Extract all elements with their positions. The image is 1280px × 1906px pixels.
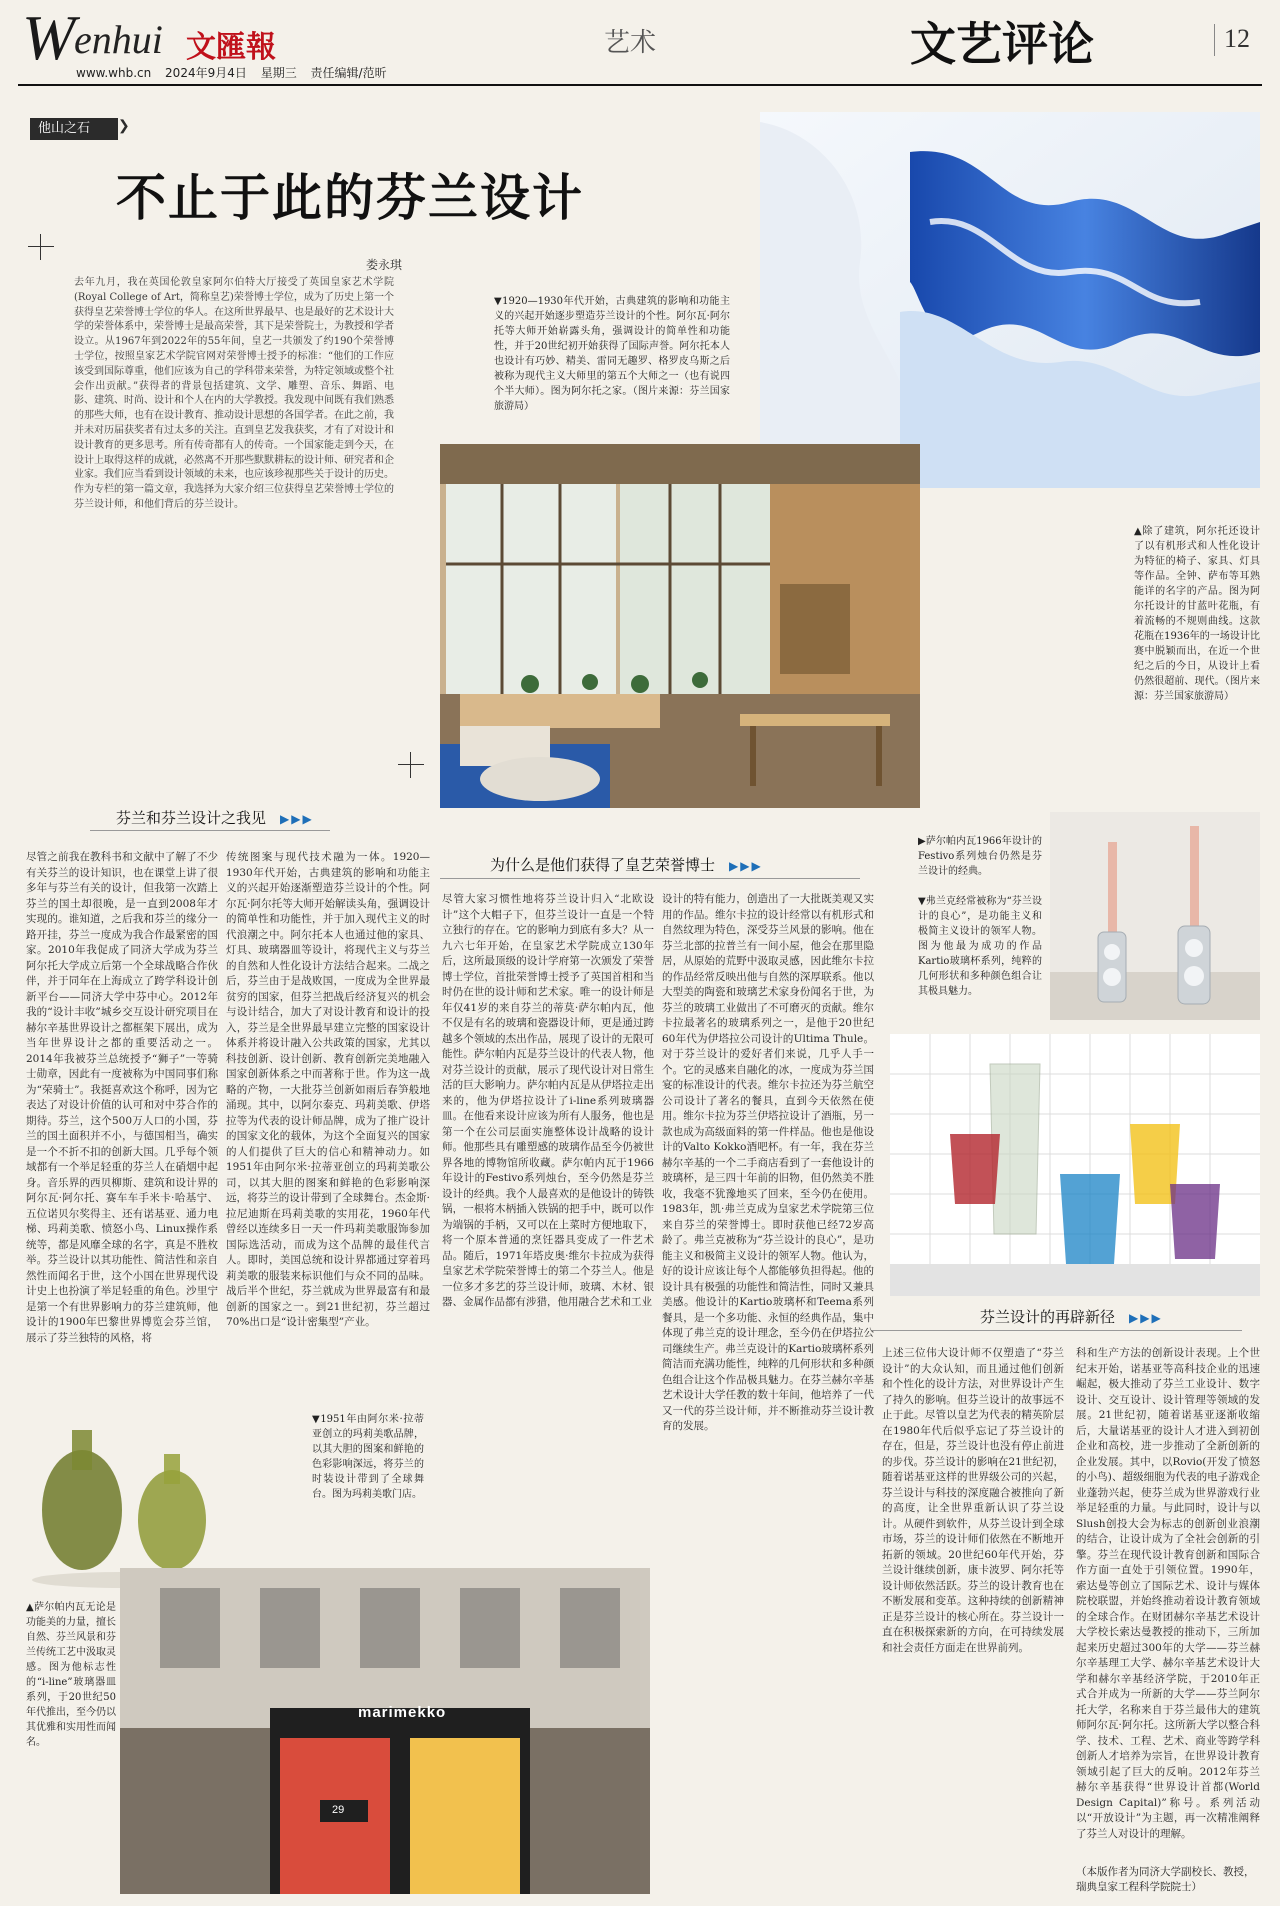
caption-marimekko: ▼1951年由阿尔米·拉蒂亚创立的玛莉美歌品牌，以其大胆的图案和鲜艳的色彩影响深远，将芬兰的时装设计带到了全球舞台。图为玛莉美歌门店。 (312, 1414, 424, 1500)
caption-kartio: ▼弗兰克经常被称为“芬兰设计的良心”，是功能主义和极简主义设计的领军人物。图为他最为成功的作品Kartio玻璃杯系列，纯粹的几何形状和多种颜色组合让其极具魅力。 (918, 896, 1042, 997)
caption-savoy-vase: ▲除了建筑，阿尔托还设计了以有机形式和人性化设计为特征的椅子、家具、灯具等作品。全钟、萨布等耳熟能详的名字的产品。图为阿尔托设计的甘蓝叶花瓶，有着流畅的不规则曲线。这款花瓶在1936年的一场设计比赛中脱颖而出，在近一个世纪之后的今日，从设计上看仍然很超前、现代。（图片来源：芬兰国家旅游局） (1134, 526, 1260, 702)
caption-i-line-vases: ▲萨尔帕内瓦无论是功能美的力量，擅长自然、芬兰风景和芬兰传统工艺中汲取灵感。图为他标志性的“i-line”玻璃器皿系列，于20世纪50年代推出，至今仍以其优雅和实用性而闻名。 (26, 1602, 116, 1748)
editor-credit: 责任编辑/范昕 (310, 66, 387, 80)
masthead (0, 0, 1280, 88)
crop-mark (28, 234, 54, 260)
page-divider (1214, 24, 1215, 56)
section-heading-1 (116, 807, 314, 828)
issue-weekday: 星期三 (260, 66, 297, 80)
i-line-vases-image (22, 1410, 232, 1588)
section-heading-1-text: 芬兰和芬兰设计之我见 (116, 809, 267, 827)
section-heading-2-text: 为什么是他们获得了皇艺荣誉博士 (490, 856, 716, 874)
triple-arrow-icon: ▶▶▶ (729, 859, 763, 873)
masthead-info (76, 64, 397, 81)
store-number: 29 (332, 1804, 345, 1816)
body-column-5: 上述三位伟大设计师不仅塑造了“芬兰设计”的大众认知，而且通过他们创新和个性化的设计方法，对世界设计产生了持久的影响。但芬兰设计的故事远不止于此。尽管以皇艺为代表的精英阶层在1980年代后似乎忘记了芬兰设计的存在，但是，芬兰设计也没有停止前进的步伐。芬兰设计的影响在21世纪初，随着诺基亚这样的世界级公司的兴起，芬兰设计与科技的深度融合被推向了新的高度，让全世界重新认识了芬兰设计。从硬件到软件，从芬兰设计到全球市场，芬兰的设计师们依然在不断地开拓新的领域。20世纪60年代开始，芬兰设计继续创新，康卡波罗、阿尔托等设计师依然活跃。芬兰的设计教育也在不断发展和变革。这种持续的创新精神正是芬兰设计的核心所在。芬兰设计一直在积极探索新的方向，在可持续发展和社会责任方面走在世界前列。 (882, 1347, 1064, 1654)
caption-aalto-house: ▼1920—1930年代开始，古典建筑的影响和功能主义的兴起开始逐步塑造芬兰设计的个性。阿尔瓦·阿尔托等大师开始崭露头角，强调设计的简单性和功能性，并于20世纪初开始获得了国际声誉。阿尔托本人也设计有巧妙、精美、雷同无趣罗、格罗皮乌斯之后被称为现代主义大师里的第五个大师之一（也有说四个半大师）。图为阿尔托之家。（图片来源：芬兰国家旅游局） (494, 296, 730, 412)
aalto-house-interior-image (440, 444, 920, 808)
body-column-3: 尽管大家习惯性地将芬兰设计归入“北欧设计”这个大帽子下，但芬兰设计一直是一个特立独行的存在。它的影响力到底有多大？从一九六七年开始，在皇家艺术学院成立130年后，这所最顶级的设计学府第一次颁发了荣誉博士学位，首批荣誉博士授予了英国首相和当时仍在世的设计师和艺术家。唯一的设计师是年仅41岁的来自芬兰的蒂莫·萨尔帕内瓦，他不仅是有名的玻璃和瓷器设计师，更是通过跨越多个领域的杰出作品，展现了设计的无限可能性。萨尔帕内瓦是芬兰设计的代表人物，他对芬兰设计的贡献，展示了现代设计对日常生活的巨大影响力。萨尔帕内瓦是从伊塔拉走出来的，他为伊塔拉设计了i-line系列玻璃器皿。在他看来设计应该为所有人服务，他也是第一个在公司层面实施整体设计战略的设计师。他那些具有雕塑感的玻璃作品至今仍被世界各地的博物馆所收藏。萨尔帕内瓦于1966年设计的Festivo系列烛台，至今仍然是芬兰设计的经典。我个人最喜欢的是他设计的铸铁锅，一根将木柄插入铁锅的把手中，既可以作为端锅的手柄，又可以在上菜时方便地取下，将一个原本普通的烹饪器具变成了一件艺术品。随后，1971年塔皮奥·维尔卡拉成为获得皇家艺术学院荣誉博士的第二个芬兰人。他是一位多才多艺的芬兰设计师，玻璃、木材、银器、金属作品都有涉猎，他用融合艺术和工业 (442, 893, 654, 1308)
savoy-vase-image (760, 112, 1260, 488)
festivo-candlesticks-image (1050, 812, 1260, 1020)
article-title: 不止于此的芬兰设计 (116, 169, 584, 227)
caption-festivo: ▶萨尔帕内瓦1966年设计的Festivo系列烛台仍然是芬兰设计的经典。 (918, 836, 1042, 877)
logo-chinese: 文匯報 (186, 30, 276, 65)
section-label-small: 艺术 (604, 28, 657, 58)
logo-wordmark: enhui (74, 17, 163, 62)
section-rule (90, 830, 330, 831)
section-label-big: 文艺评论 (910, 17, 1094, 71)
column-tag: 他山之石 (30, 118, 118, 140)
author-footnote: （本版作者为同济大学副校长、教授，瑞典皇家工程科学院院士） (1076, 1866, 1255, 1893)
triple-arrow-icon: ▶▶▶ (1129, 1311, 1163, 1325)
body-column-4: 设计的特有能力，创造出了一大批既美观又实用的作品。维尔卡拉的设计经常以有机形式和自然纹理为特色，深受芬兰风景的影响。他在芬兰北部的拉普兰有一间小屋，他会在那里隐居，从原始的荒野中汲取灵感，因此维尔卡拉的作品经常反映出他与自然的深厚联系。他以大型美的陶瓷和玻璃艺术家身份闻名于世，为芬兰的玻璃工业做出了不可磨灭的贡献。维尔卡拉最著名的玻璃系列之一，是他于20世纪60年代为伊塔拉公司设计的Ultima Thule。对于芬兰设计的爱好者们来说，几乎人手一个。它的灵感来自融化的冰，一度成为芬兰国宴的标准设计的代表。维尔卡拉还为芬兰航空公司设计了著名的餐具，直到今天依然在使用。维尔卡拉为芬兰伊塔拉设计了酒瓶，另一款也成为高级面料的第一件样品。他也是他设计的Valto Kokko酒吧杯。有一年，我在芬兰赫尔辛基的一个二手商店看到了一套他设计的玻璃杯，是三四十年前的旧物，但仍然美不胜收，我毫不犹豫地买了回来，至今仍在使用。1983年，凯·弗兰克成为皇家艺术学院第三位来自芬兰的荣誉博士。即时获他已经72岁高龄了。弗兰克被称为“芬兰设计的良心”，是功能主义和极简主义设计的领军人物。他认为，好的设计应该让每个人都能够负担得起。他的设计具有极强的功能性和简洁性，同时又兼具美感。他设计的Kartio玻璃杯和Teema系列餐具，是一个多功能、永恒的经典作品，集中体现了弗兰克的设计理念，至今仍在伊塔拉公司继续生产。弗兰克设计的Kartio玻璃杯系列简洁而充满功能性，纯粹的几何形状和多种颜色组合让这个作品极具魅力。在芬兰赫尔辛基艺术设计大学任教的数十年间，他培养了一代又一代的芬兰设计师，并不断推动芬兰设计教育的发展。 (662, 893, 874, 1432)
column-tag-arrow-icon: ❯ (118, 118, 130, 134)
section-heading-2 (490, 854, 763, 875)
masthead-rule (18, 84, 1262, 86)
section-rule (872, 1330, 1242, 1331)
section-rule (440, 878, 860, 879)
section-heading-3-text: 芬兰设计的再辟新径 (980, 1308, 1116, 1326)
triple-arrow-icon: ▶▶▶ (280, 812, 314, 826)
byline: 娄永琪 (366, 258, 403, 272)
body-column-6: 科和生产方法的创新设计表现。上个世纪末开始，诺基亚等高科技企业的迅速崛起，极大推动了芬兰工业设计、数字设计、交互设计、设计管理等领域的发展。21世纪初，随着诺基亚逐渐收缩后，大量诺基亚的设计人才进入到初创企业和高校，进一步推动了全新创新的企业发展。其中，以Rovio(开发了愤怒的小鸟)、超级细胞为代表的电子游戏企业蓬勃兴起，使芬兰成为世界游戏行业举足轻重的力量。与此同时，设计与以Slush创投大会为标志的创新创业浪潮的结合，让设计成为了全社会创新的引擎。芬兰在现代设计教育创新和国际合作方面一直处于引领位置。1990年，索达曼等创立了国际艺术、设计与媒体院校联盟，并始终推动着设计教育领域的全球合作。在财团赫尔辛基艺术设计大学校长索达曼教授的推动下，三所加起来历史超过300年的大学——芬兰赫尔辛基理工大学、赫尔辛基艺术设计大学和赫尔辛基经济学院，于2010年正式合并成为一所新的大学——芬兰阿尔托大学，名称来自于芬兰最伟大的建筑师阿尔瓦·阿尔托。这所新大学以整合科学、技术、工程、艺术、商业等跨学科创新人才培养为宗旨，在世界设计教育领域引起了巨大的反响。2012年芬兰赫尔辛基获得“世界设计首都(World Design Capital)”称号。系列活动以“开放设计”为主题，再一次精准阐释了芬兰人对设计的理解。 (1076, 1347, 1260, 1840)
kartio-glasses-image (890, 1034, 1260, 1296)
body-column-1: 尽管之前我在教科书和文献中了解了不少有关芬兰的设计知识，也在课堂上讲了很多年与芬兰有关的设计，但我第一次踏上芬兰的国土却很晚，是一直到2008年才实现的。谁知道，之后我和芬兰的缘分一路开挂，芬兰一度成为我合作最紧密的国家。2010年我促成了同济大学成为芬兰阿尔托大学成立后第一个全球战略合作伙伴，并于同年在上海成立了跨学科设计创新平台——同济大学中芬中心。2012年我的“设计丰收”城乡交互设计研究项目在赫尔辛基世界设计之都框架下展出，成为当年世界设计之都的重要活动之一。2014年我被芬兰总统授予“狮子”一等骑士勋章，因此有一度被称为中国同事们称为“荣骑士”。我挺喜欢这个称呼，因为它表达了对设计价值的认可和对中芬合作的期待。芬兰，这个500万人口的小国，芬兰的国土面积并不小，与德国相当，确实是一个不折不扣的创新大国。几乎每个领域都有一个举足轻重的芬兰人在硝烟中起身。音乐界的西贝柳斯、建筑和设计界的阿尔瓦·阿尔托、赛车车手米卡·哈基宁、五位诺贝尔奖得主、还有诺基亚、通力电梯、玛莉美歌、愤怒小鸟、Linux操作系统等，都是风靡全球的名字，真是不胜枚举。芬兰设计以其功能性、简洁性和亲自然性而闻名于世，这个小国在世界现代设计史上也扮演了举足轻重的角色。沙里宁是第一个有世界影响力的芬兰建筑师，他设计的1900年巴黎世界博览会芬兰馆，展示了芬兰独特的风格，将 (26, 851, 218, 1344)
marimekko-store-image (120, 1568, 650, 1894)
crop-mark (398, 752, 424, 778)
page-number: 12 (1224, 24, 1250, 53)
section-heading-3 (980, 1306, 1163, 1327)
issue-date: 2024年9月4日 (165, 66, 247, 80)
logo-letter: W (22, 2, 76, 73)
intro-text: 去年九月，我在英国伦敦皇家阿尔伯特大厅接受了英国皇家艺术学院(Royal College of Art，简称皇艺)荣誉博士学位，成为了历史上第一个获得皇艺荣誉博士学位的华人。在这所世界最早、也是最好的艺术设计大学的荣誉体系中，荣誉博士是最高荣誉，其下是荣誉院士，为教授和学者设立。从1967年到2022年的55年间，皇艺一共颁发了约190个荣誉博士学位，按照皇家艺术学院官网对荣誉博士授予的标准：“他们的工作应该受到国际尊重，他们应该为自己的学科带来荣誉，为特定领域或整个社会作出贡献。”获得者的背景包括建筑、文学、雕塑、音乐、舞蹈、电影、建筑、时尚、设计和个人在内的大学教授。我发现中间既有我们熟悉的那些大师，也有在设计教育、推动设计思想的各国学者。在此之前，我并未对历届获奖者有过太多的关注。直到皇艺发我获奖，才有了对设计和设计教育的更多思考。所有传奇都有人的传奇。一个国家能走到今天，在设计上取得这样的成就，必然离不开那些默默耕耘的设计师、研究者和企业家。我们应当看到设计领域的未来，也应该珍视那些关于设计的历史。作为专栏的第一篇文章，我选择为大家介绍三位获得皇艺荣誉博士学位的芬兰设计师，和他们背后的芬兰设计。 (74, 277, 394, 510)
store-sign: marimekko (358, 1704, 447, 1721)
body-column-2: 传统图案与现代技术融为一体。1920—1930年代开始，古典建筑的影响和功能主义的兴起开始逐渐塑造芬兰设计的个性。阿尔瓦·阿尔托等大师开始解读头角，强调设计的简单性和功能性，并于加入现代主义的时代浪潮之中。阿尔托本人也通过他的家具、灯具、玻璃器皿等设计，将现代主义与芬兰的自然和人性化设计方法结合起来。二战之后，芬兰由于是战败国，一度成为全世界最贫穷的国家，但芬兰把战后经济复兴的机会与设计结合，加大了对设计教育和设计的投入，芬兰是全世界最早建立完整的国家设计体系并将设计融入公共政策的国家，尤其以科技创新、设计创新、教育创新完美地融入国家创新体系之中而著称于世。作为这一战略的产物，一大批芬兰创新如雨后春笋般地涌现。其中，以阿尔泰克、玛莉美歌、伊塔拉等为代表的设计师品牌，成为了推广设计的国家文化的载体，为这个全面复兴的国家的人们提供了巨大的信心和精神动力。如1951年由阿尔米·拉蒂亚创立的玛莉美歌公司，以其大胆的图案和鲜艳的色彩影响深远，将芬兰的设计带到了全球舞台。杰金斯·拉尼迪斯在玛莉美歌的实用花，1960年代曾经以连续多日一天一件玛莉美歌服饰参加国际选活动，而成为这个品牌的最佳代言人。即时，美国总统和设计界都通过穿着玛莉美歌的服装来标识他们与众不同的品味。战后半个世纪，芬兰就成为世界最富有和最创新的国家之一。到21世纪初，芬兰超过70%出口是“设计密集型”产业。 (226, 851, 430, 1328)
website-link[interactable]: www.whb.cn (76, 66, 152, 80)
